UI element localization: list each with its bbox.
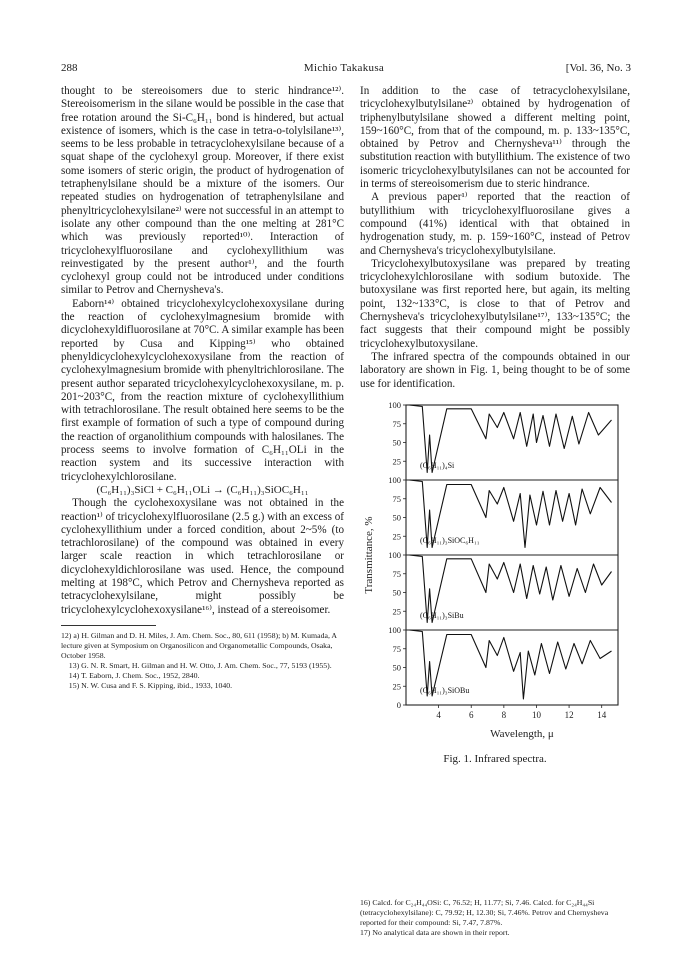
paragraph: Tricyclohexylbutoxysilane was prepared by treating tricyclohexylchlorosilane with sodium butoxide. The butoxysilane was first reported here, but again, its melting point, 132~133°C, is close to that of Petrov and Chernysheva's tricyclohexylbutylsilane¹⁷⁾, 133~135°C; the fact suggests that their compound might be possibly tricyclohexylbutoxysilane. — [360, 257, 630, 350]
series-label: (C₆H₁₁)₃SiBu — [420, 610, 464, 620]
ir-spectra-chart — [360, 401, 630, 753]
x-tick-label: 4 — [436, 709, 441, 720]
y-tick-label: 25 — [392, 531, 401, 542]
footnote: 13) G. N. R. Smart, H. Gilman and H. W. Otto, J. Am. Chem. Soc., 77, 5193 (1955). — [68, 660, 332, 670]
y-tick-label: 0 — [396, 699, 401, 710]
y-tick-label: 25 — [392, 606, 401, 617]
paragraph: thought to be stereoisomers due to steric hindrance¹²⁾. Stereoisomerism in the silane would be possible in the case that free rotation around the Si-C₆H₁₁ bond is hindered, but actual existence of isomers, which is the case in tetra-o-tolylsilane¹³⁾, seems to be less probable in tetracyclohexylsilane because of a squat shape of the cyclohexyl group. Moreover, if there exist some isomers of steric origin, the product of hydrogenation of tetraphenylsilane should be a mixture of the isomers. Our repeated studies on hydrogenation of tetraphenylsilane and phenyltricyclohexylsilane²⁾ were not successful in an attempt to isolate any other compound than the one melting at 281°C which was previously reported¹⁰⁾. Interaction of tricyclohexylfluorosilane and cyclohexyllithium was reinvestigated by the present author¹⁾, and the fourth cyclohexyl group could not be introduced under conditions similar to Petrov and Chernysheva's. — [61, 85, 344, 297]
y-tick-label: 25 — [392, 681, 401, 692]
x-tick-label: 12 — [564, 709, 574, 720]
y-tick-label: 100 — [388, 474, 401, 485]
y-tick-label: 75 — [392, 568, 401, 579]
paragraph: Eaborn¹⁴⁾ obtained tricyclohexylcyclohexoxysilane during the reaction of cyclohexylmagnesium bromide with dicyclohexyldifluorosilane at 70°C. A similar example has been reported by Cusa and Kipping¹⁵⁾ who obtained phenyldicyclohexylcyclohexoxysilane from the reaction of cyclohexylmagnesium bromide with phenyltrichlorosilane. The present author separated tricyclohexylcyclohexoxysilane, m. p. 201~203°C, from the reaction mixture of cyclohexyllithium with tetrachlorosilane. The result obtained here seems to be the first example of formation of such a type of compound during the reaction of organolithium compounds with halosilanes. The process seems to involve formation of C₆H₁₁OLi in the reaction system and its successive interaction with tricyclohexylchlorosilane. — [61, 297, 344, 483]
series-label: (C₆H₁₁)₃SiOBu — [420, 685, 470, 695]
y-tick-label: 75 — [392, 418, 401, 429]
y-tick-label: 75 — [392, 493, 401, 504]
y-tick-label: 100 — [388, 400, 401, 410]
running-author: Michio Takakusa — [303, 62, 385, 74]
y-tick-label: 50 — [392, 512, 401, 523]
footnote-rule — [61, 625, 156, 626]
paragraph: In addition to the case of tetracyclohexylsilane, tricyclohexylbutylsilane²⁾ obtained by hydrogenation of triphenylbutylsilane showed a different melting point, 159~160°C, from that of the compound, m. p. 133~135°C, obtained by Petrov and Chernysheva¹¹⁾ through the substitution reaction with butyllithium. The existence of two isomeric tricyclohexylbutylsilanes can not be accounted for in terms of stereoisomerism due to steric hindrance. — [360, 85, 630, 191]
y-tick-label: 50 — [392, 437, 401, 448]
y-tick-label: 75 — [392, 643, 401, 654]
footnote: 14) T. Eaborn, J. Chem. Soc., 1952, 2840. — [68, 670, 200, 680]
series-label: (C₆H₁₁)₄Si — [420, 460, 455, 470]
footnote: 16) Calcd. for C₂₄H₄₄OSi: C, 76.52; H, 11.77; Si, 7.46. Calcd. for C₂₄H₄₄Si (tetracyclohexylsilane): C, 79.92; H, 12.30; Si, 7.46%. Petrov and Chernysheva reported for their compound: Si, 7.47, 7.87%. — [360, 898, 609, 927]
x-tick-label: 6 — [468, 709, 474, 720]
page-number: 288 — [61, 62, 78, 74]
series-label: (C₆H₁₁)₃SiOC₆H₁₁ — [420, 535, 480, 545]
ir-spectra-figure — [360, 401, 630, 753]
right-footnotes — [360, 898, 630, 938]
paragraph: Though the cyclohexoxysilane was not obtained in the reaction¹⁾ of tricyclohexylfluorosilane (2.5 g.) with an excess of cyclohexyllithium under a forced condition, about 2~5% (to tetrachlorosilane) of the compound was obtained in every larger scale reaction in which tetrachlorosilane or dicyclohexyldichlorosilane was used. Hence, the compound melting at 198°C, which Petrov and Chernysheva reported as tetracyclohexylsilane, might possibly be tricyclohexylcyclohexoxysilane¹⁶⁾, instead of a stereoisomer. — [61, 497, 344, 616]
y-tick-label: 50 — [392, 662, 401, 673]
x-axis-label: Wavelength, μ — [490, 727, 554, 740]
x-tick-label: 8 — [501, 709, 507, 720]
paragraph: The infrared spectra of the compounds obtained in our laboratory are shown in Fig. 1, being thought to be of some use for identification. — [360, 350, 630, 390]
figure-caption: Fig. 1. Infrared spectra. — [443, 752, 547, 765]
paragraph: A previous paper¹⁾ reported that the reaction of butyllithium with tricyclohexylfluorosilane gives a compound (41%) identical with that obtained in hydrogenation study, m. p. 159~160°C, instead of Petrov and Chernysheva's tricyclohexylbutylsilane. — [360, 191, 630, 257]
chemical-equation: (C₆H₁₁)₃SiCl + C₆H₁₁OLi → (C₆H₁₁)₃SiOC₆H₁₁ — [96, 483, 309, 496]
x-tick-label: 14 — [597, 709, 607, 720]
right-column — [360, 85, 630, 766]
left-column — [61, 85, 344, 691]
y-axis-label: Transmittance, % — [363, 516, 375, 594]
y-tick-label: 100 — [388, 624, 401, 635]
y-tick-label: 25 — [392, 456, 401, 467]
y-tick-label: 50 — [392, 587, 401, 598]
y-tick-label: 100 — [388, 549, 401, 560]
x-tick-label: 10 — [531, 709, 541, 720]
footnote: 12) a) H. Gilman and D. H. Miles, J. Am. Chem. Soc., 80, 611 (1958); b) M. Kumada, A lecture given at Symposium on Organosilicon and Organometallic Compounds, Osaka, October 1958. — [61, 630, 337, 660]
journal-volume: [Vol. 36, No. 3 — [565, 62, 631, 74]
footnote: 15) N. W. Cusa and F. S. Kipping, ibid., 1933, 1040. — [68, 680, 233, 690]
footnote: 17) No analytical data are shown in their report. — [360, 928, 510, 937]
